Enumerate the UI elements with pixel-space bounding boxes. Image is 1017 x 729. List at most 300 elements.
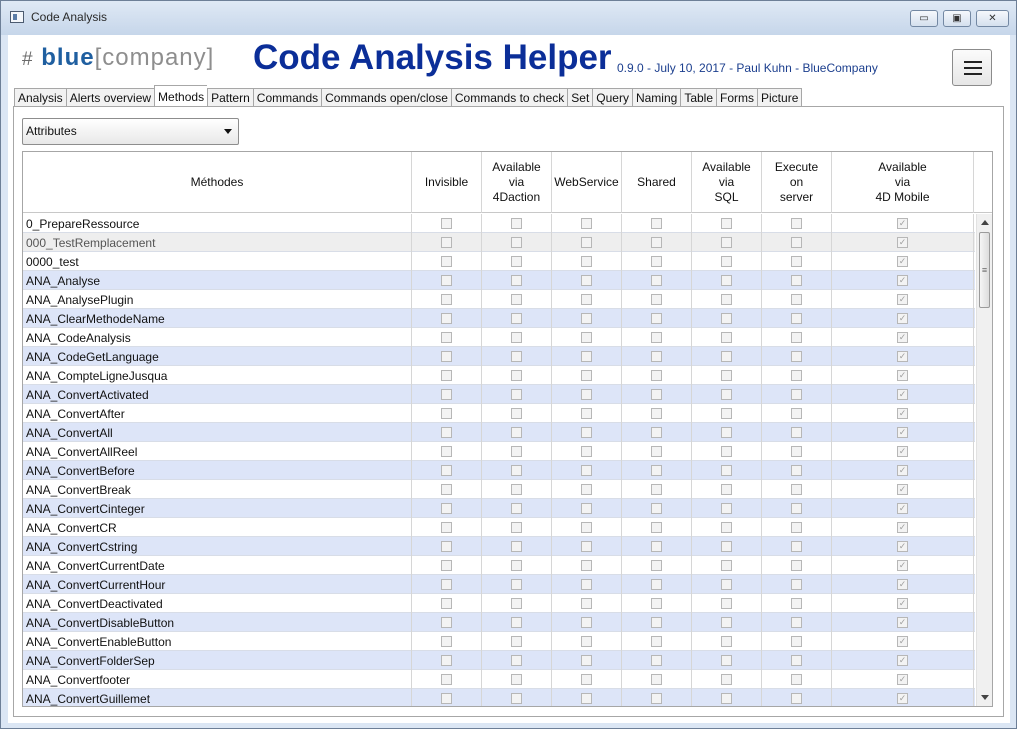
checkbox-invisible[interactable]: [441, 427, 452, 438]
checkbox-execute-on-server[interactable]: [791, 446, 802, 457]
checkbox-webservice[interactable]: [581, 541, 592, 552]
table-row[interactable]: [23, 594, 975, 613]
checkbox-webservice[interactable]: [581, 484, 592, 495]
checkbox-invisible[interactable]: [441, 351, 452, 362]
table-row[interactable]: [23, 518, 975, 537]
methods-table[interactable]: [22, 151, 993, 707]
checkbox-shared[interactable]: [651, 332, 662, 343]
checkbox-sql[interactable]: [721, 693, 732, 704]
table-cell: [832, 309, 974, 328]
checkbox-shared[interactable]: [651, 294, 662, 305]
table-row[interactable]: [23, 385, 975, 404]
checkbox-shared[interactable]: [651, 503, 662, 514]
table-cell: [412, 252, 482, 271]
table-row[interactable]: [23, 252, 975, 271]
checkbox-shared[interactable]: [651, 427, 662, 438]
table-row[interactable]: [23, 347, 975, 366]
checkbox-webservice[interactable]: [581, 465, 592, 476]
checkbox-execute-on-server[interactable]: [791, 636, 802, 647]
checkbox-invisible[interactable]: [441, 598, 452, 609]
checkbox-4daction[interactable]: [511, 275, 522, 286]
method-name-cell[interactable]: ANA_CodeGetLanguage: [23, 347, 412, 366]
checkbox-shared[interactable]: [651, 237, 662, 248]
table-cell: [832, 233, 974, 252]
table-cell: [412, 575, 482, 594]
checkbox-invisible[interactable]: [441, 218, 452, 229]
method-name-cell[interactable]: ANA_ConvertDeactivated: [23, 594, 412, 613]
method-name-cell[interactable]: ANA_CodeAnalysis: [23, 328, 412, 347]
checkbox-invisible[interactable]: [441, 484, 452, 495]
menu-icon-bar: [964, 61, 982, 63]
tab-set[interactable]: Set: [567, 88, 592, 108]
checkbox-invisible[interactable]: [441, 541, 452, 552]
table-cell: [762, 518, 832, 537]
checkbox-4daction[interactable]: [511, 446, 522, 457]
checkbox-4daction[interactable]: [511, 655, 522, 666]
checkbox-execute-on-server[interactable]: [791, 522, 802, 533]
table-row[interactable]: [23, 461, 975, 480]
method-name-cell[interactable]: ANA_Analyse: [23, 271, 412, 290]
checkbox-execute-on-server[interactable]: [791, 484, 802, 495]
checkbox-4d-mobile[interactable]: ✓: [898, 218, 907, 228]
checkbox-webservice[interactable]: [581, 275, 592, 286]
checkbox-sql[interactable]: [721, 655, 732, 666]
checkbox-shared[interactable]: [651, 522, 662, 533]
checkbox-shared[interactable]: [651, 389, 662, 400]
checkbox-execute-on-server[interactable]: [791, 503, 802, 514]
checkbox-webservice[interactable]: [581, 693, 592, 704]
table-cell: [832, 613, 974, 632]
checkbox-shared[interactable]: [651, 408, 662, 419]
table-row[interactable]: [23, 537, 975, 556]
checkbox-execute-on-server[interactable]: [791, 294, 802, 305]
tab-pattern[interactable]: Pattern: [207, 88, 253, 108]
table-cell: [762, 442, 832, 461]
checkbox-4daction[interactable]: [511, 237, 522, 248]
column-header-methodes[interactable]: Méthodes: [23, 152, 412, 213]
table-cell: [692, 404, 762, 423]
table-cell: [482, 214, 552, 233]
checkbox-invisible[interactable]: [441, 332, 452, 343]
checkbox-sql[interactable]: [721, 351, 732, 362]
checkbox-sql[interactable]: [721, 332, 732, 343]
checkbox-4d-mobile[interactable]: ✓: [898, 617, 907, 627]
checkbox-execute-on-server[interactable]: [791, 427, 802, 438]
checkbox-invisible[interactable]: [441, 560, 452, 571]
checkbox-execute-on-server[interactable]: [791, 598, 802, 609]
checkbox-4d-mobile[interactable]: ✓: [898, 598, 907, 608]
tab-picture[interactable]: Picture: [757, 88, 802, 108]
close-button[interactable]: ✕: [976, 10, 1009, 27]
checkbox-execute-on-server[interactable]: [791, 351, 802, 362]
method-name-cell[interactable]: ANA_ConvertDisableButton: [23, 613, 412, 632]
checkbox-invisible[interactable]: [441, 275, 452, 286]
checkbox-sql[interactable]: [721, 598, 732, 609]
table-cell: [832, 385, 974, 404]
method-name-cell[interactable]: ANA_ConvertActivated: [23, 385, 412, 404]
checkbox-4d-mobile[interactable]: ✓: [898, 655, 907, 665]
checkbox-webservice[interactable]: [581, 617, 592, 628]
checkbox-4daction[interactable]: [511, 484, 522, 495]
checkbox-shared[interactable]: [651, 560, 662, 571]
checkbox-webservice[interactable]: [581, 560, 592, 571]
checkbox-4daction[interactable]: [511, 465, 522, 476]
method-name-cell[interactable]: ANA_Convertfooter: [23, 670, 412, 689]
checkbox-invisible[interactable]: [441, 674, 452, 685]
table-row[interactable]: [23, 423, 975, 442]
checkbox-4d-mobile[interactable]: ✓: [898, 237, 907, 247]
table-row[interactable]: [23, 689, 975, 707]
method-name-cell[interactable]: ANA_ConvertFolderSep: [23, 651, 412, 670]
checkbox-sql[interactable]: [721, 294, 732, 305]
checkbox-webservice[interactable]: [581, 655, 592, 666]
checkbox-shared[interactable]: [651, 598, 662, 609]
method-name-cell[interactable]: ANA_CompteLigneJusqua: [23, 366, 412, 385]
checkbox-4daction[interactable]: [511, 256, 522, 267]
checkbox-execute-on-server[interactable]: [791, 237, 802, 248]
column-header-4daction[interactable]: Available via 4Daction: [482, 152, 552, 213]
method-name-cell[interactable]: ANA_ConvertEnableButton: [23, 632, 412, 651]
column-header-4d-mobile[interactable]: Available via 4D Mobile: [832, 152, 974, 213]
vertical-scrollbar[interactable]: [976, 214, 992, 706]
table-row[interactable]: [23, 404, 975, 423]
checkbox-execute-on-server[interactable]: [791, 674, 802, 685]
checkbox-sql[interactable]: [721, 408, 732, 419]
method-name-cell[interactable]: 0_PrepareRessource: [23, 214, 412, 233]
table-cell: [552, 594, 622, 613]
table-row[interactable]: [23, 290, 975, 309]
table-cell: [482, 404, 552, 423]
checkbox-4d-mobile[interactable]: ✓: [898, 503, 907, 513]
table-cell: [552, 651, 622, 670]
checkbox-sql[interactable]: [721, 446, 732, 457]
checkbox-execute-on-server[interactable]: [791, 275, 802, 286]
tab-forms[interactable]: Forms: [716, 88, 757, 108]
checkbox-sql[interactable]: [721, 427, 732, 438]
checkbox-shared[interactable]: [651, 446, 662, 457]
table-row[interactable]: [23, 613, 975, 632]
checkbox-webservice[interactable]: [581, 218, 592, 229]
checkbox-4d-mobile[interactable]: ✓: [898, 275, 907, 285]
checkbox-webservice[interactable]: [581, 598, 592, 609]
checkbox-4d-mobile[interactable]: ✓: [898, 541, 907, 551]
checkbox-4daction[interactable]: [511, 408, 522, 419]
checkbox-webservice[interactable]: [581, 522, 592, 533]
checkbox-shared[interactable]: [651, 370, 662, 381]
checkbox-execute-on-server[interactable]: [791, 332, 802, 343]
table-cell: [482, 556, 552, 575]
table-cell: [482, 233, 552, 252]
checkbox-4daction[interactable]: [511, 332, 522, 343]
checkbox-4d-mobile[interactable]: ✓: [898, 294, 907, 304]
checkbox-4daction[interactable]: [511, 503, 522, 514]
checkbox-shared[interactable]: [651, 256, 662, 267]
table-cell: [762, 233, 832, 252]
checkbox-invisible[interactable]: [441, 579, 452, 590]
method-name-cell[interactable]: ANA_ConvertGuillemet: [23, 689, 412, 707]
checkbox-4daction[interactable]: [511, 313, 522, 324]
title-bar[interactable]: [1, 1, 1016, 35]
checkbox-invisible[interactable]: [441, 655, 452, 666]
table-cell: [552, 404, 622, 423]
table-row[interactable]: [23, 670, 975, 689]
table-cell: [482, 290, 552, 309]
checkbox-invisible[interactable]: [441, 522, 452, 533]
checkbox-invisible[interactable]: [441, 446, 452, 457]
method-name-cell[interactable]: ANA_ConvertCstring: [23, 537, 412, 556]
tab-alerts-overview[interactable]: Alerts overview: [66, 88, 154, 108]
checkbox-sql[interactable]: [721, 522, 732, 533]
checkbox-sql[interactable]: [721, 560, 732, 571]
checkbox-invisible[interactable]: [441, 408, 452, 419]
scroll-down-icon[interactable]: [981, 695, 989, 700]
checkbox-webservice[interactable]: [581, 408, 592, 419]
checkbox-4daction[interactable]: [511, 693, 522, 704]
checkbox-execute-on-server[interactable]: [791, 465, 802, 476]
checkbox-4daction[interactable]: [511, 598, 522, 609]
checkbox-invisible[interactable]: [441, 693, 452, 704]
checkbox-sql[interactable]: [721, 617, 732, 628]
table-row[interactable]: [23, 556, 975, 575]
checkbox-4d-mobile[interactable]: ✓: [898, 389, 907, 399]
checkbox-execute-on-server[interactable]: [791, 617, 802, 628]
checkbox-invisible[interactable]: [441, 617, 452, 628]
attributes-dropdown[interactable]: [22, 118, 239, 145]
checkbox-execute-on-server[interactable]: [791, 655, 802, 666]
checkbox-execute-on-server[interactable]: [791, 693, 802, 704]
table-cell: [622, 252, 692, 271]
brand-blue: blue: [41, 44, 95, 71]
checkbox-4d-mobile[interactable]: ✓: [898, 465, 907, 475]
checkbox-webservice[interactable]: [581, 256, 592, 267]
column-header-invisible[interactable]: Invisible: [412, 152, 482, 213]
method-name-cell[interactable]: ANA_ConvertAllReel: [23, 442, 412, 461]
checkbox-execute-on-server[interactable]: [791, 389, 802, 400]
method-name-cell[interactable]: 0000_test: [23, 252, 412, 271]
checkbox-webservice[interactable]: [581, 351, 592, 362]
tab-naming[interactable]: Naming: [632, 88, 680, 108]
checkbox-shared[interactable]: [651, 636, 662, 647]
checkbox-invisible[interactable]: [441, 237, 452, 248]
checkbox-4daction[interactable]: [511, 541, 522, 552]
checkbox-4d-mobile[interactable]: ✓: [898, 408, 907, 418]
checkbox-webservice[interactable]: [581, 636, 592, 647]
table-row[interactable]: [23, 499, 975, 518]
checkbox-4d-mobile[interactable]: ✓: [898, 636, 907, 646]
method-name-cell[interactable]: ANA_ConvertCR: [23, 518, 412, 537]
checkbox-webservice[interactable]: [581, 579, 592, 590]
checkbox-sql[interactable]: [721, 256, 732, 267]
table-cell: [482, 461, 552, 480]
checkbox-shared[interactable]: [651, 484, 662, 495]
minimize-button[interactable]: ▭: [910, 10, 938, 27]
method-name-cell[interactable]: ANA_ConvertCinteger: [23, 499, 412, 518]
table-row[interactable]: [23, 632, 975, 651]
method-name-cell[interactable]: ANA_ConvertAfter: [23, 404, 412, 423]
checkbox-shared[interactable]: [651, 465, 662, 476]
checkbox-execute-on-server[interactable]: [791, 560, 802, 571]
checkbox-execute-on-server[interactable]: [791, 218, 802, 229]
checkbox-4d-mobile[interactable]: ✓: [898, 446, 907, 456]
table-row[interactable]: [23, 442, 975, 461]
table-cell: [692, 423, 762, 442]
table-row[interactable]: [23, 233, 975, 252]
maximize-button[interactable]: ▣: [943, 10, 971, 27]
table-cell: [552, 689, 622, 707]
column-header-execute-on-server[interactable]: Execute on server: [762, 152, 832, 213]
table-cell: [762, 423, 832, 442]
checkbox-4daction[interactable]: [511, 674, 522, 685]
checkbox-4daction[interactable]: [511, 636, 522, 647]
table-cell: [762, 575, 832, 594]
table-cell: [482, 518, 552, 537]
checkbox-4d-mobile[interactable]: ✓: [898, 332, 907, 342]
checkbox-4d-mobile[interactable]: ✓: [898, 560, 907, 570]
checkbox-shared[interactable]: [651, 579, 662, 590]
checkbox-4d-mobile[interactable]: ✓: [898, 256, 907, 266]
checkbox-4d-mobile[interactable]: ✓: [898, 674, 907, 684]
tab-commands[interactable]: Commands: [253, 88, 321, 108]
checkbox-webservice[interactable]: [581, 503, 592, 514]
checkbox-sql[interactable]: [721, 218, 732, 229]
tab-analysis[interactable]: Analysis: [14, 88, 66, 108]
checkbox-sql[interactable]: [721, 313, 732, 324]
checkbox-webservice[interactable]: [581, 370, 592, 381]
table-row[interactable]: [23, 651, 975, 670]
checkbox-4d-mobile[interactable]: ✓: [898, 427, 907, 437]
checkbox-webservice[interactable]: [581, 294, 592, 305]
checkbox-sql[interactable]: [721, 674, 732, 685]
checkbox-invisible[interactable]: [441, 313, 452, 324]
checkbox-shared[interactable]: [651, 674, 662, 685]
checkbox-execute-on-server[interactable]: [791, 541, 802, 552]
checkbox-sql[interactable]: [721, 465, 732, 476]
checkbox-execute-on-server[interactable]: [791, 313, 802, 324]
method-name-cell[interactable]: 000_TestRemplacement: [23, 233, 412, 252]
checkbox-sql[interactable]: [721, 503, 732, 514]
checkbox-invisible[interactable]: [441, 294, 452, 305]
checkbox-4d-mobile[interactable]: ✓: [898, 579, 907, 589]
checkbox-4daction[interactable]: [511, 522, 522, 533]
checkbox-4daction[interactable]: [511, 370, 522, 381]
checkbox-4daction[interactable]: [511, 579, 522, 590]
scroll-up-icon[interactable]: [981, 220, 989, 225]
checkbox-invisible[interactable]: [441, 389, 452, 400]
checkbox-invisible[interactable]: [441, 636, 452, 647]
method-name-cell[interactable]: ANA_ClearMethodeName: [23, 309, 412, 328]
checkbox-4daction[interactable]: [511, 389, 522, 400]
checkbox-sql[interactable]: [721, 237, 732, 248]
table-row[interactable]: [23, 366, 975, 385]
table-cell: [412, 632, 482, 651]
column-header-shared[interactable]: Shared: [622, 152, 692, 213]
checkbox-4d-mobile[interactable]: ✓: [898, 522, 907, 532]
checkbox-4daction[interactable]: [511, 560, 522, 571]
checkbox-sql[interactable]: [721, 636, 732, 647]
checkbox-webservice[interactable]: [581, 674, 592, 685]
checkbox-webservice[interactable]: [581, 237, 592, 248]
checkbox-invisible[interactable]: [441, 370, 452, 381]
checkbox-sql[interactable]: [721, 275, 732, 286]
checkbox-sql[interactable]: [721, 370, 732, 381]
checkbox-execute-on-server[interactable]: [791, 408, 802, 419]
table-cell: [482, 632, 552, 651]
checkbox-invisible[interactable]: [441, 256, 452, 267]
scroll-thumb[interactable]: ≡: [979, 232, 990, 308]
checkbox-4d-mobile[interactable]: ✓: [898, 484, 907, 494]
checkbox-execute-on-server[interactable]: [791, 579, 802, 590]
checkbox-4d-mobile[interactable]: ✓: [898, 693, 907, 703]
checkbox-shared[interactable]: [651, 541, 662, 552]
checkbox-invisible[interactable]: [441, 465, 452, 476]
table-cell: [552, 518, 622, 537]
method-name-cell[interactable]: ANA_AnalysePlugin: [23, 290, 412, 309]
checkbox-shared[interactable]: [651, 693, 662, 704]
table-row[interactable]: [23, 575, 975, 594]
table-row[interactable]: [23, 309, 975, 328]
table-cell: [832, 366, 974, 385]
checkbox-execute-on-server[interactable]: [791, 256, 802, 267]
checkbox-shared[interactable]: [651, 313, 662, 324]
tab-commands-open-close[interactable]: Commands open/close: [321, 88, 451, 108]
checkbox-webservice[interactable]: [581, 446, 592, 457]
checkbox-shared[interactable]: [651, 218, 662, 229]
method-name-cell[interactable]: ANA_ConvertBreak: [23, 480, 412, 499]
table-row[interactable]: [23, 328, 975, 347]
hamburger-menu-button[interactable]: [952, 49, 992, 86]
checkbox-4daction[interactable]: [511, 617, 522, 628]
checkbox-webservice[interactable]: [581, 389, 592, 400]
method-name-cell[interactable]: ANA_ConvertBefore: [23, 461, 412, 480]
checkbox-shared[interactable]: [651, 617, 662, 628]
table-cell: [482, 385, 552, 404]
column-header-webservice[interactable]: WebService: [552, 152, 622, 213]
method-name-cell[interactable]: ANA_ConvertCurrentDate: [23, 556, 412, 575]
checkbox-sql[interactable]: [721, 541, 732, 552]
method-name-cell[interactable]: ANA_ConvertAll: [23, 423, 412, 442]
method-name-cell[interactable]: ANA_ConvertCurrentHour: [23, 575, 412, 594]
table-row[interactable]: [23, 480, 975, 499]
checkbox-sql[interactable]: [721, 484, 732, 495]
checkbox-4daction[interactable]: [511, 427, 522, 438]
checkbox-4d-mobile[interactable]: ✓: [898, 351, 907, 361]
checkbox-sql[interactable]: [721, 389, 732, 400]
table-row[interactable]: [23, 271, 975, 290]
tab-commands-to-check[interactable]: Commands to check: [451, 88, 567, 108]
checkbox-4d-mobile[interactable]: ✓: [898, 313, 907, 323]
checkbox-webservice[interactable]: [581, 332, 592, 343]
tab-methods[interactable]: Methods: [154, 85, 207, 107]
checkbox-shared[interactable]: [651, 351, 662, 362]
table-cell: [832, 518, 974, 537]
checkbox-invisible[interactable]: [441, 503, 452, 514]
checkbox-webservice[interactable]: [581, 313, 592, 324]
checkbox-4daction[interactable]: [511, 351, 522, 362]
checkbox-execute-on-server[interactable]: [791, 370, 802, 381]
checkbox-4daction[interactable]: [511, 294, 522, 305]
checkbox-4d-mobile[interactable]: ✓: [898, 370, 907, 380]
checkbox-sql[interactable]: [721, 579, 732, 590]
checkbox-4daction[interactable]: [511, 218, 522, 229]
table-cell: [762, 252, 832, 271]
tab-query[interactable]: Query: [592, 88, 632, 108]
column-header-sql[interactable]: Available via SQL: [692, 152, 762, 213]
table-row[interactable]: [23, 214, 975, 233]
checkbox-webservice[interactable]: [581, 427, 592, 438]
checkbox-shared[interactable]: [651, 655, 662, 666]
tab-table[interactable]: Table: [680, 88, 716, 108]
checkbox-shared[interactable]: [651, 275, 662, 286]
